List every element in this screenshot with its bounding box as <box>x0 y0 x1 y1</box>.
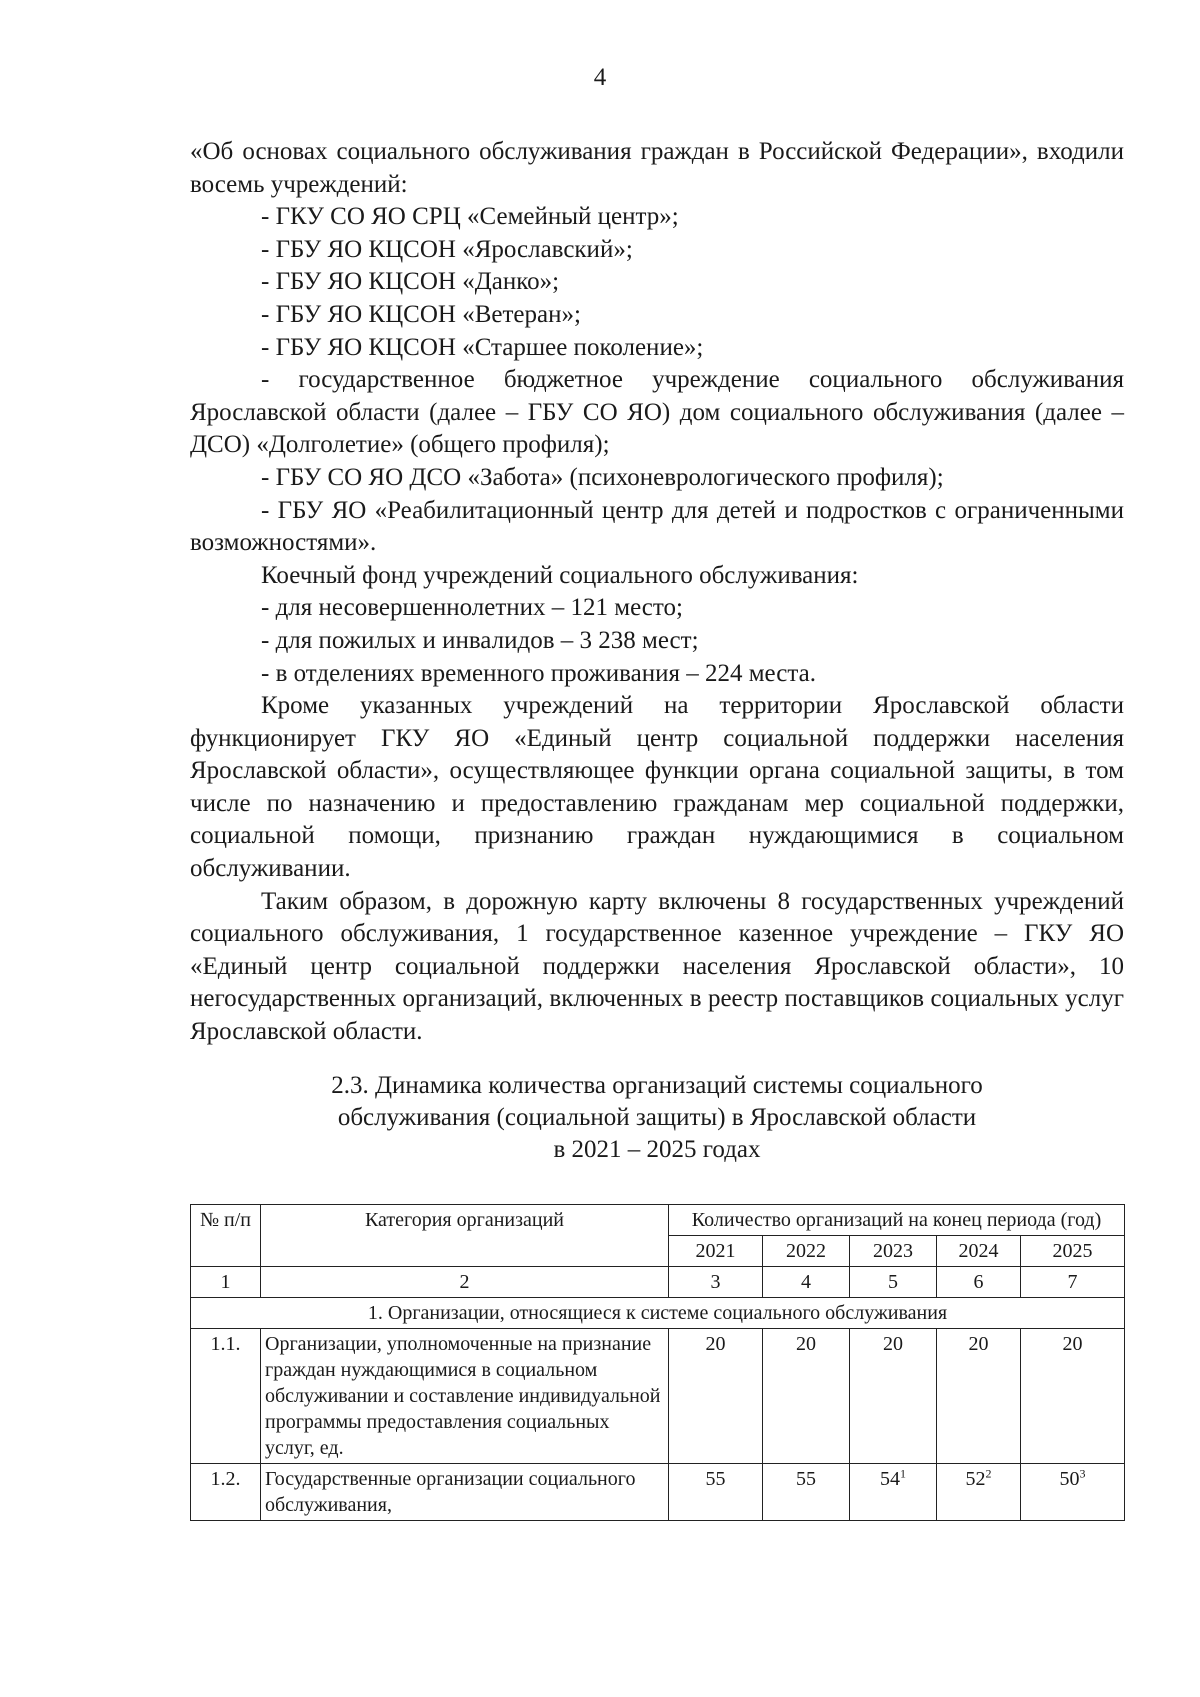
list-item: - ГБУ ЯО КЦСОН «Данко»; <box>261 268 560 296</box>
header-category: Категория организаций <box>261 1205 669 1267</box>
header-year: 2024 <box>937 1236 1021 1267</box>
row-value: 20 <box>669 1329 763 1464</box>
row-category: Государственные организации социального обслуживания, <box>261 1464 669 1521</box>
list-item: - государственное бюджетное учреждение социального обслуживания Ярославской области (далее – ГБУ СО ЯО) дом социального обслуживания (далее – ДСО) «Долголетие» (общего профиля); <box>190 366 1124 459</box>
table-row <box>191 1329 1125 1464</box>
table-header-row <box>191 1205 1125 1236</box>
row-category: Организации, уполномоченные на признание граждан нуждающимися в социальном обслуживании и составление индивидуальной программы предоставления социальных услуг, ед. <box>261 1329 669 1464</box>
list-item: - ГБУ СО ЯО ДСО «Забота» (психоневрологического профиля); <box>261 463 944 491</box>
column-number: 4 <box>763 1267 850 1298</box>
dynamics-table <box>190 1204 1125 1521</box>
column-number: 5 <box>850 1267 937 1298</box>
row-num: 1.1. <box>191 1329 261 1464</box>
footnote-marker: 2 <box>985 1466 992 1481</box>
column-number: 1 <box>191 1267 261 1298</box>
column-number: 3 <box>669 1267 763 1298</box>
header-year: 2023 <box>850 1236 937 1267</box>
dynamics-table-wrapper <box>190 1204 1124 1521</box>
row-num: 1.2. <box>191 1464 261 1521</box>
footnote-marker: 3 <box>1079 1466 1086 1481</box>
list-item: - ГБУ ЯО «Реабилитационный центр для детей и подростков с ограниченными возможностями». <box>190 496 1124 557</box>
table-colnum-row <box>191 1267 1125 1298</box>
row-value: 20 <box>937 1329 1021 1464</box>
section-heading <box>190 1070 1124 1166</box>
row-value: $52^2$ <box>937 1464 1021 1521</box>
row-value: 20 <box>1021 1329 1125 1464</box>
footnote-marker: 1 <box>900 1466 906 1481</box>
header-year: 2022 <box>763 1236 850 1267</box>
paragraph: Коечный фонд учреждений социального обслуживания: <box>261 561 859 589</box>
column-number: 2 <box>261 1267 669 1298</box>
section-row-label: 1. Организации, относящиеся к системе социального обслуживания <box>191 1298 1125 1329</box>
row-value: $54^1$ <box>850 1464 937 1521</box>
header-num: № п/п <box>191 1205 261 1267</box>
page-number: 4 <box>593 64 607 91</box>
row-value: 20 <box>763 1329 850 1464</box>
column-number: 6 <box>937 1267 1021 1298</box>
header-year: 2025 <box>1021 1236 1125 1267</box>
header-year: 2021 <box>669 1236 763 1267</box>
section-heading-line: 2.3. Динамика количества организаций системы социального <box>331 1072 983 1099</box>
list-item: - ГБУ ЯО КЦСОН «Ярославский»; <box>261 235 633 263</box>
list-item: - ГБУ ЯО КЦСОН «Старшее поколение»; <box>261 333 704 361</box>
row-value: 55 <box>669 1464 763 1521</box>
list-item: - ГБУ ЯО КЦСОН «Ветеран»; <box>261 300 581 328</box>
table-row <box>191 1464 1125 1521</box>
section-heading-line: в 2021 – 2025 годах <box>553 1136 761 1163</box>
section-heading-line: обслуживания (социальной защиты) в Ярославской области <box>337 1104 977 1131</box>
list-item: - ГКУ СО ЯО СРЦ «Семейный центр»; <box>261 203 679 231</box>
table-section-row <box>191 1298 1125 1329</box>
paragraph: Кроме указанных учреждений на территории Ярославской области функционирует ГКУ ЯО «Единый центр социальной поддержки населения Ярославской области», осуществляющее функции органа социальной защиты, в том числе по назначению и предоставлению гражданам мер социальной поддержки, социальной помощи, признанию граждан нуждающимися в социальном обслуживании. <box>190 692 1124 883</box>
paragraph: Таким образом, в дорожную карту включены 8 государственных учреждений социального обслуживания, 1 государственное казенное учреждение – ГКУ ЯО «Единый центр социальной поддержки населения Ярославской области», 10 негосударственных организаций, включенных в реестр поставщиков социальных услуг Ярославской области. <box>190 887 1124 1046</box>
paragraph: «Об основах социального обслуживания граждан в Российской Федерации», входили восемь учреждений: <box>190 138 1124 198</box>
row-value: 20 <box>850 1329 937 1464</box>
list-item: - для пожилых и инвалидов – 3 238 мест; <box>261 626 699 654</box>
list-item: - для несовершеннолетних – 121 место; <box>261 594 683 622</box>
body-text <box>190 136 1124 1049</box>
header-count-group: Количество организаций на конец периода (год) <box>669 1205 1125 1236</box>
column-number: 7 <box>1021 1267 1125 1298</box>
row-value: 55 <box>763 1464 850 1521</box>
row-value: $50^3$ <box>1021 1464 1125 1521</box>
list-item: - в отделениях временного проживания – 224 места. <box>261 659 816 687</box>
